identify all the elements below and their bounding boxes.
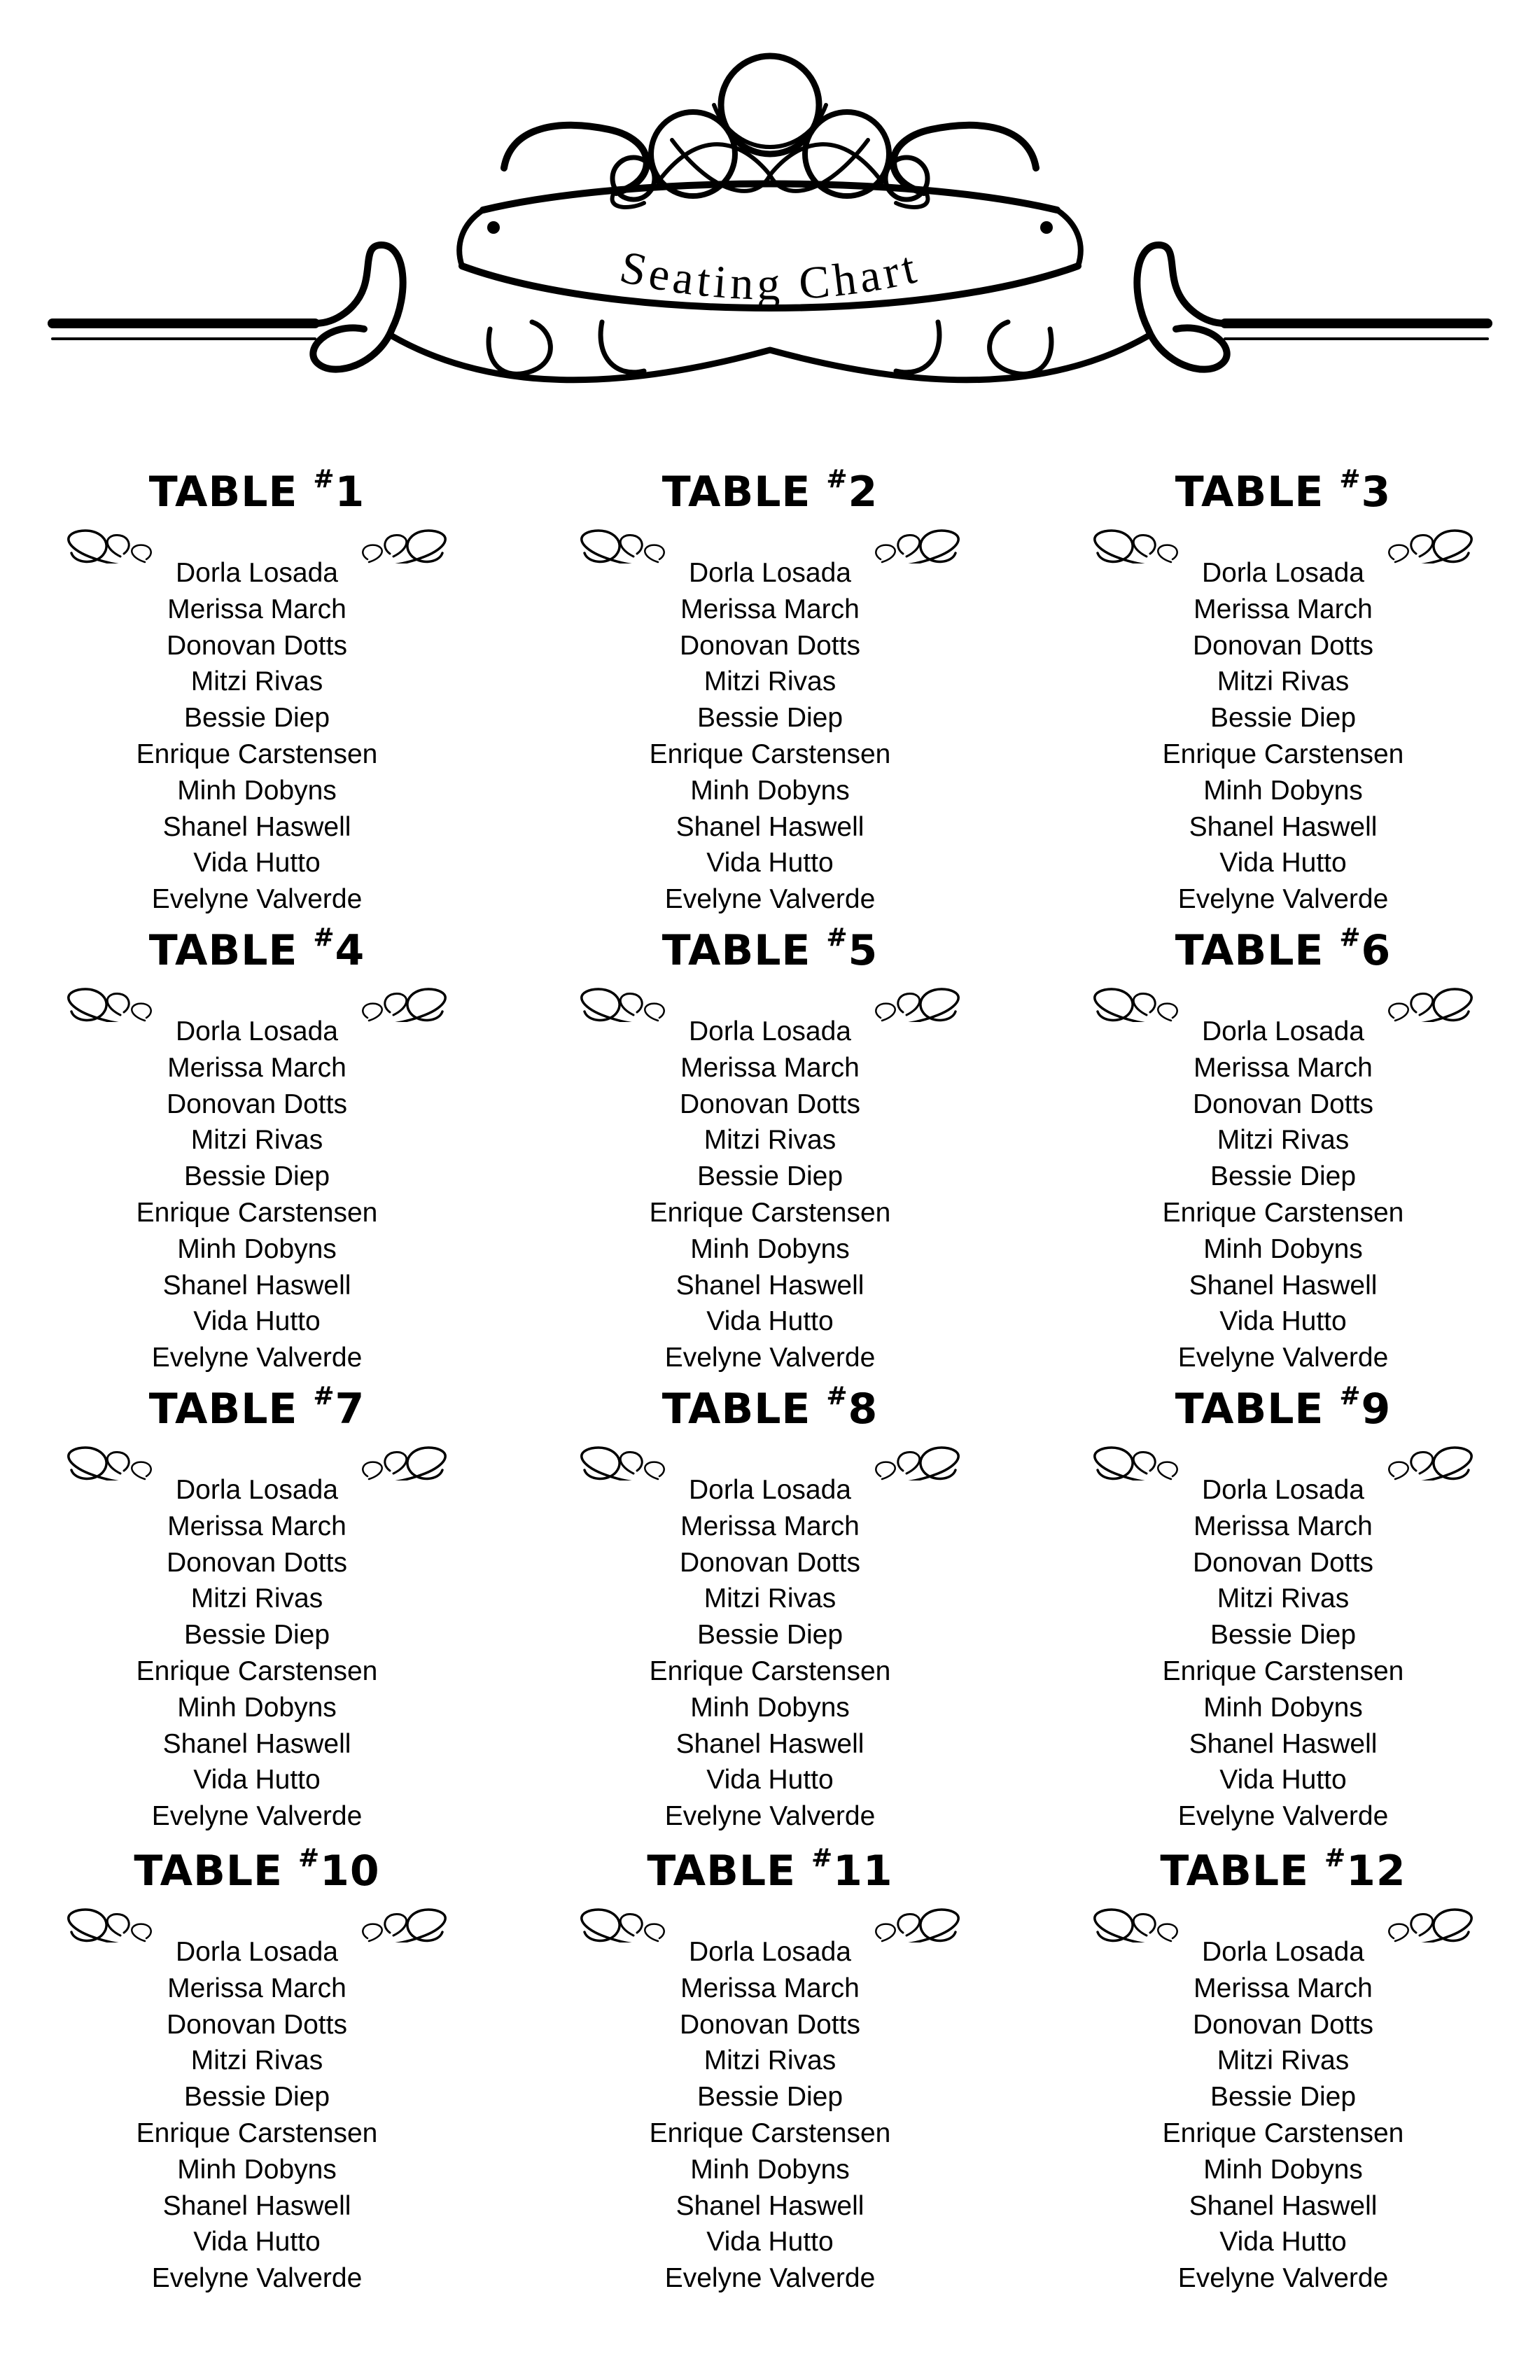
- table-heading: [40, 1837, 474, 1921]
- table-number: 10: [320, 1847, 380, 1896]
- guest-name: Bessie Diep: [696, 1620, 844, 1651]
- guest-name: Evelyne Valverde: [151, 1801, 363, 1832]
- guest-name: Donovan Dotts: [1193, 630, 1373, 661]
- table-number: 9: [1361, 1385, 1392, 1434]
- guest-name: Evelyne Valverde: [1177, 1801, 1389, 1832]
- table-hash: #: [313, 923, 335, 952]
- table-title: [40, 465, 474, 517]
- table-title: [40, 923, 474, 975]
- table-label: TABLE: [148, 926, 314, 975]
- guest-name: Evelyne Valverde: [151, 884, 363, 915]
- guest-name: Minh Dobyns: [1203, 2154, 1363, 2185]
- guest-name: Merissa March: [680, 1052, 860, 1083]
- guest-name: Vida Hutto: [193, 1765, 321, 1795]
- table-hash: #: [826, 923, 848, 952]
- guest-name: Mitzi Rivas: [1217, 1125, 1350, 1156]
- table-heading: [40, 1376, 474, 1460]
- table-number: 6: [1361, 926, 1392, 975]
- guest-list: [553, 1014, 987, 1376]
- guest-name: Vida Hutto: [193, 1306, 321, 1337]
- table-label: TABLE: [1175, 926, 1340, 975]
- guest-list: [553, 1472, 987, 1835]
- table-heading: [1066, 1376, 1500, 1460]
- guest-name: Bessie Diep: [1210, 2082, 1357, 2113]
- guest-name: Bessie Diep: [696, 2082, 844, 2113]
- table-heading: [553, 1376, 987, 1460]
- table-block: [1066, 1376, 1500, 1832]
- table-title: [40, 1382, 474, 1434]
- guest-name: Evelyne Valverde: [1177, 884, 1389, 915]
- guest-name: Shanel Haswell: [676, 1270, 864, 1301]
- guest-name: Mitzi Rivas: [190, 1583, 323, 1614]
- table-block: [40, 1376, 474, 1832]
- guest-name: Merissa March: [167, 1052, 346, 1083]
- table-block: [1066, 917, 1500, 1373]
- guest-list: [40, 1472, 474, 1835]
- guest-name: Minh Dobyns: [1203, 1233, 1363, 1264]
- guest-name: Shanel Haswell: [162, 811, 351, 842]
- table-block: [40, 917, 474, 1373]
- guest-name: Minh Dobyns: [690, 2154, 850, 2185]
- guest-name: Vida Hutto: [1219, 1765, 1347, 1795]
- guest-name: Dorla Losada: [1202, 1937, 1364, 1967]
- table-title: [1066, 923, 1500, 975]
- guest-name: Donovan Dotts: [680, 1547, 860, 1578]
- guest-name: Enrique Carstensen: [1162, 1656, 1404, 1686]
- table-title: [553, 923, 987, 975]
- guest-name: Shanel Haswell: [1189, 1728, 1378, 1759]
- table-number: 5: [848, 926, 878, 975]
- table-block: [553, 1837, 987, 2294]
- table-title: [553, 465, 987, 517]
- guest-name: Dorla Losada: [689, 1475, 851, 1505]
- table-hash: #: [313, 1382, 335, 1410]
- guest-name: Shanel Haswell: [676, 1728, 864, 1759]
- guest-name: Evelyne Valverde: [664, 1343, 876, 1373]
- guest-name: Merissa March: [680, 594, 860, 624]
- guest-name: Vida Hutto: [706, 1306, 834, 1337]
- guest-name: Dorla Losada: [1202, 558, 1364, 588]
- guest-name: Dorla Losada: [176, 1016, 338, 1046]
- guest-name: Enrique Carstensen: [1162, 738, 1404, 769]
- guest-name: Merissa March: [1194, 594, 1373, 624]
- table-hash: #: [1339, 465, 1362, 493]
- guest-name: Mitzi Rivas: [704, 1125, 836, 1156]
- guest-name: Bessie Diep: [183, 1620, 330, 1651]
- table-label: TABLE: [1175, 468, 1340, 517]
- guest-name: Bessie Diep: [183, 2082, 330, 2113]
- table-block: [40, 458, 474, 915]
- guest-name: Merissa March: [1194, 1052, 1373, 1083]
- guest-name: Shanel Haswell: [162, 1728, 351, 1759]
- guest-name: Bessie Diep: [696, 703, 844, 734]
- guest-list: [1066, 1472, 1500, 1835]
- table-block: [40, 1837, 474, 2294]
- table-hash: #: [826, 465, 848, 493]
- guest-name: Enrique Carstensen: [136, 1197, 378, 1228]
- guest-name: Minh Dobyns: [177, 2154, 337, 2185]
- guest-name: Merissa March: [1194, 1511, 1373, 1541]
- guest-name: Vida Hutto: [706, 1765, 834, 1795]
- guest-name: Evelyne Valverde: [151, 2263, 363, 2294]
- guest-name: Dorla Losada: [1202, 1016, 1364, 1046]
- table-number: 2: [848, 468, 878, 517]
- guest-list: [40, 555, 474, 918]
- guest-name: Minh Dobyns: [177, 1692, 337, 1723]
- guest-name: Merissa March: [680, 1973, 860, 2003]
- table-label: TABLE: [1160, 1847, 1324, 1896]
- guest-name: Donovan Dotts: [167, 1547, 347, 1578]
- guest-name: Shanel Haswell: [1189, 811, 1378, 842]
- guest-name: Donovan Dotts: [680, 630, 860, 661]
- table-hash: #: [1339, 1382, 1362, 1410]
- table-number: 11: [833, 1847, 893, 1896]
- guest-name: Enrique Carstensen: [649, 1656, 891, 1686]
- table-heading: [553, 1837, 987, 1921]
- guest-name: Enrique Carstensen: [136, 2118, 378, 2148]
- table-heading: [1066, 1837, 1500, 1921]
- guest-name: Evelyne Valverde: [664, 1801, 876, 1832]
- guest-name: Bessie Diep: [696, 1161, 844, 1192]
- guest-name: Enrique Carstensen: [1162, 2118, 1404, 2148]
- guest-name: Evelyne Valverde: [664, 884, 876, 915]
- table-number: 4: [335, 926, 365, 975]
- guest-name: Enrique Carstensen: [1162, 1197, 1404, 1228]
- guest-name: Mitzi Rivas: [1217, 1583, 1350, 1614]
- guest-name: Donovan Dotts: [680, 2009, 860, 2040]
- guest-name: Minh Dobyns: [690, 1233, 850, 1264]
- table-label: TABLE: [148, 468, 314, 517]
- table-title: [553, 1382, 987, 1434]
- guest-name: Dorla Losada: [176, 1937, 338, 1967]
- table-title: [40, 1844, 474, 1896]
- guest-list: [40, 1014, 474, 1376]
- guest-list: [1066, 1014, 1500, 1376]
- table-title: [1066, 1382, 1500, 1434]
- table-block: [553, 1376, 987, 1832]
- guest-name: Enrique Carstensen: [649, 738, 891, 769]
- guest-name: Dorla Losada: [689, 558, 851, 588]
- guest-name: Minh Dobyns: [177, 1233, 337, 1264]
- chart-title: Seating Chart: [615, 241, 925, 310]
- table-heading: [1066, 458, 1500, 542]
- guest-name: Mitzi Rivas: [704, 1583, 836, 1614]
- table-number: 8: [848, 1385, 878, 1434]
- guest-name: Vida Hutto: [1219, 848, 1347, 878]
- guest-name: Bessie Diep: [1210, 703, 1357, 734]
- guest-name: Dorla Losada: [689, 1937, 851, 1967]
- table-number: 3: [1361, 468, 1392, 517]
- table-heading: [40, 917, 474, 1001]
- guest-name: Minh Dobyns: [1203, 775, 1363, 806]
- guest-name: Bessie Diep: [1210, 1161, 1357, 1192]
- guest-name: Vida Hutto: [706, 848, 834, 878]
- guest-name: Enrique Carstensen: [649, 1197, 891, 1228]
- guest-name: Evelyne Valverde: [1177, 2263, 1389, 2294]
- table-label: TABLE: [1175, 1385, 1340, 1434]
- guest-name: Vida Hutto: [193, 2227, 321, 2258]
- guest-name: Donovan Dotts: [1193, 1547, 1373, 1578]
- guest-list: [1066, 555, 1500, 918]
- guest-name: Evelyne Valverde: [1177, 1343, 1389, 1373]
- guest-name: Donovan Dotts: [1193, 2009, 1373, 2040]
- guest-name: Donovan Dotts: [680, 1088, 860, 1119]
- guest-list: [553, 1934, 987, 2297]
- table-label: TABLE: [662, 468, 827, 517]
- guest-name: Merissa March: [167, 1511, 346, 1541]
- table-hash: #: [298, 1844, 321, 1872]
- guest-name: Minh Dobyns: [1203, 1692, 1363, 1723]
- guest-list: [40, 1934, 474, 2297]
- guest-name: Shanel Haswell: [1189, 2190, 1378, 2221]
- table-hash: #: [811, 1844, 834, 1872]
- table-title: [553, 1844, 987, 1896]
- table-heading: [40, 458, 474, 542]
- table-heading: [1066, 917, 1500, 1001]
- guest-name: Minh Dobyns: [177, 775, 337, 806]
- guest-name: Bessie Diep: [1210, 1620, 1357, 1651]
- guest-name: Donovan Dotts: [167, 630, 347, 661]
- guest-name: Evelyne Valverde: [664, 2263, 876, 2294]
- guest-name: Donovan Dotts: [167, 1088, 347, 1119]
- table-number: 12: [1346, 1847, 1406, 1896]
- table-heading: [553, 917, 987, 1001]
- guest-name: Shanel Haswell: [676, 2190, 864, 2221]
- guest-name: Dorla Losada: [176, 558, 338, 588]
- guest-name: Enrique Carstensen: [136, 738, 378, 769]
- guest-name: Minh Dobyns: [690, 1692, 850, 1723]
- guest-name: Merissa March: [167, 594, 346, 624]
- guest-name: Minh Dobyns: [690, 775, 850, 806]
- table-heading: [553, 458, 987, 542]
- guest-name: Mitzi Rivas: [704, 666, 836, 697]
- table-label: TABLE: [662, 926, 827, 975]
- guest-name: Vida Hutto: [706, 2227, 834, 2258]
- table-block: [1066, 1837, 1500, 2294]
- guest-name: Shanel Haswell: [1189, 1270, 1378, 1301]
- table-label: TABLE: [148, 1385, 314, 1434]
- guest-name: Enrique Carstensen: [136, 1656, 378, 1686]
- guest-name: Mitzi Rivas: [190, 1125, 323, 1156]
- guest-name: Bessie Diep: [183, 1161, 330, 1192]
- table-block: [1066, 458, 1500, 915]
- guest-list: [553, 555, 987, 918]
- guest-name: Mitzi Rivas: [1217, 666, 1350, 697]
- guest-name: Merissa March: [680, 1511, 860, 1541]
- guest-name: Dorla Losada: [176, 1475, 338, 1505]
- guest-name: Mitzi Rivas: [704, 2045, 836, 2076]
- guest-name: Donovan Dotts: [1193, 1088, 1373, 1119]
- guest-name: Shanel Haswell: [676, 811, 864, 842]
- table-number: 7: [335, 1385, 365, 1434]
- table-hash: #: [1339, 923, 1362, 952]
- guest-name: Evelyne Valverde: [151, 1343, 363, 1373]
- table-label: TABLE: [647, 1847, 811, 1896]
- guest-name: Dorla Losada: [689, 1016, 851, 1046]
- guest-name: Vida Hutto: [1219, 1306, 1347, 1337]
- guest-name: Merissa March: [167, 1973, 346, 2003]
- table-hash: #: [313, 465, 335, 493]
- guest-name: Dorla Losada: [1202, 1475, 1364, 1505]
- guest-name: Merissa March: [1194, 1973, 1373, 2003]
- guest-name: Enrique Carstensen: [649, 2118, 891, 2148]
- guest-name: Vida Hutto: [193, 848, 321, 878]
- table-number: 1: [335, 468, 365, 517]
- table-block: [553, 458, 987, 915]
- table-title: [1066, 1844, 1500, 1896]
- guest-name: Mitzi Rivas: [1217, 2045, 1350, 2076]
- guest-list: [1066, 1934, 1500, 2297]
- table-hash: #: [826, 1382, 848, 1410]
- guest-name: Shanel Haswell: [162, 1270, 351, 1301]
- table-label: TABLE: [134, 1847, 298, 1896]
- table-title: [1066, 465, 1500, 517]
- guest-name: Mitzi Rivas: [190, 2045, 323, 2076]
- table-label: TABLE: [662, 1385, 827, 1434]
- guest-name: Shanel Haswell: [162, 2190, 351, 2221]
- guest-name: Donovan Dotts: [167, 2009, 347, 2040]
- table-block: [553, 917, 987, 1373]
- guest-name: Bessie Diep: [183, 703, 330, 734]
- guest-name: Vida Hutto: [1219, 2227, 1347, 2258]
- table-hash: #: [1324, 1844, 1347, 1872]
- guest-name: Mitzi Rivas: [190, 666, 323, 697]
